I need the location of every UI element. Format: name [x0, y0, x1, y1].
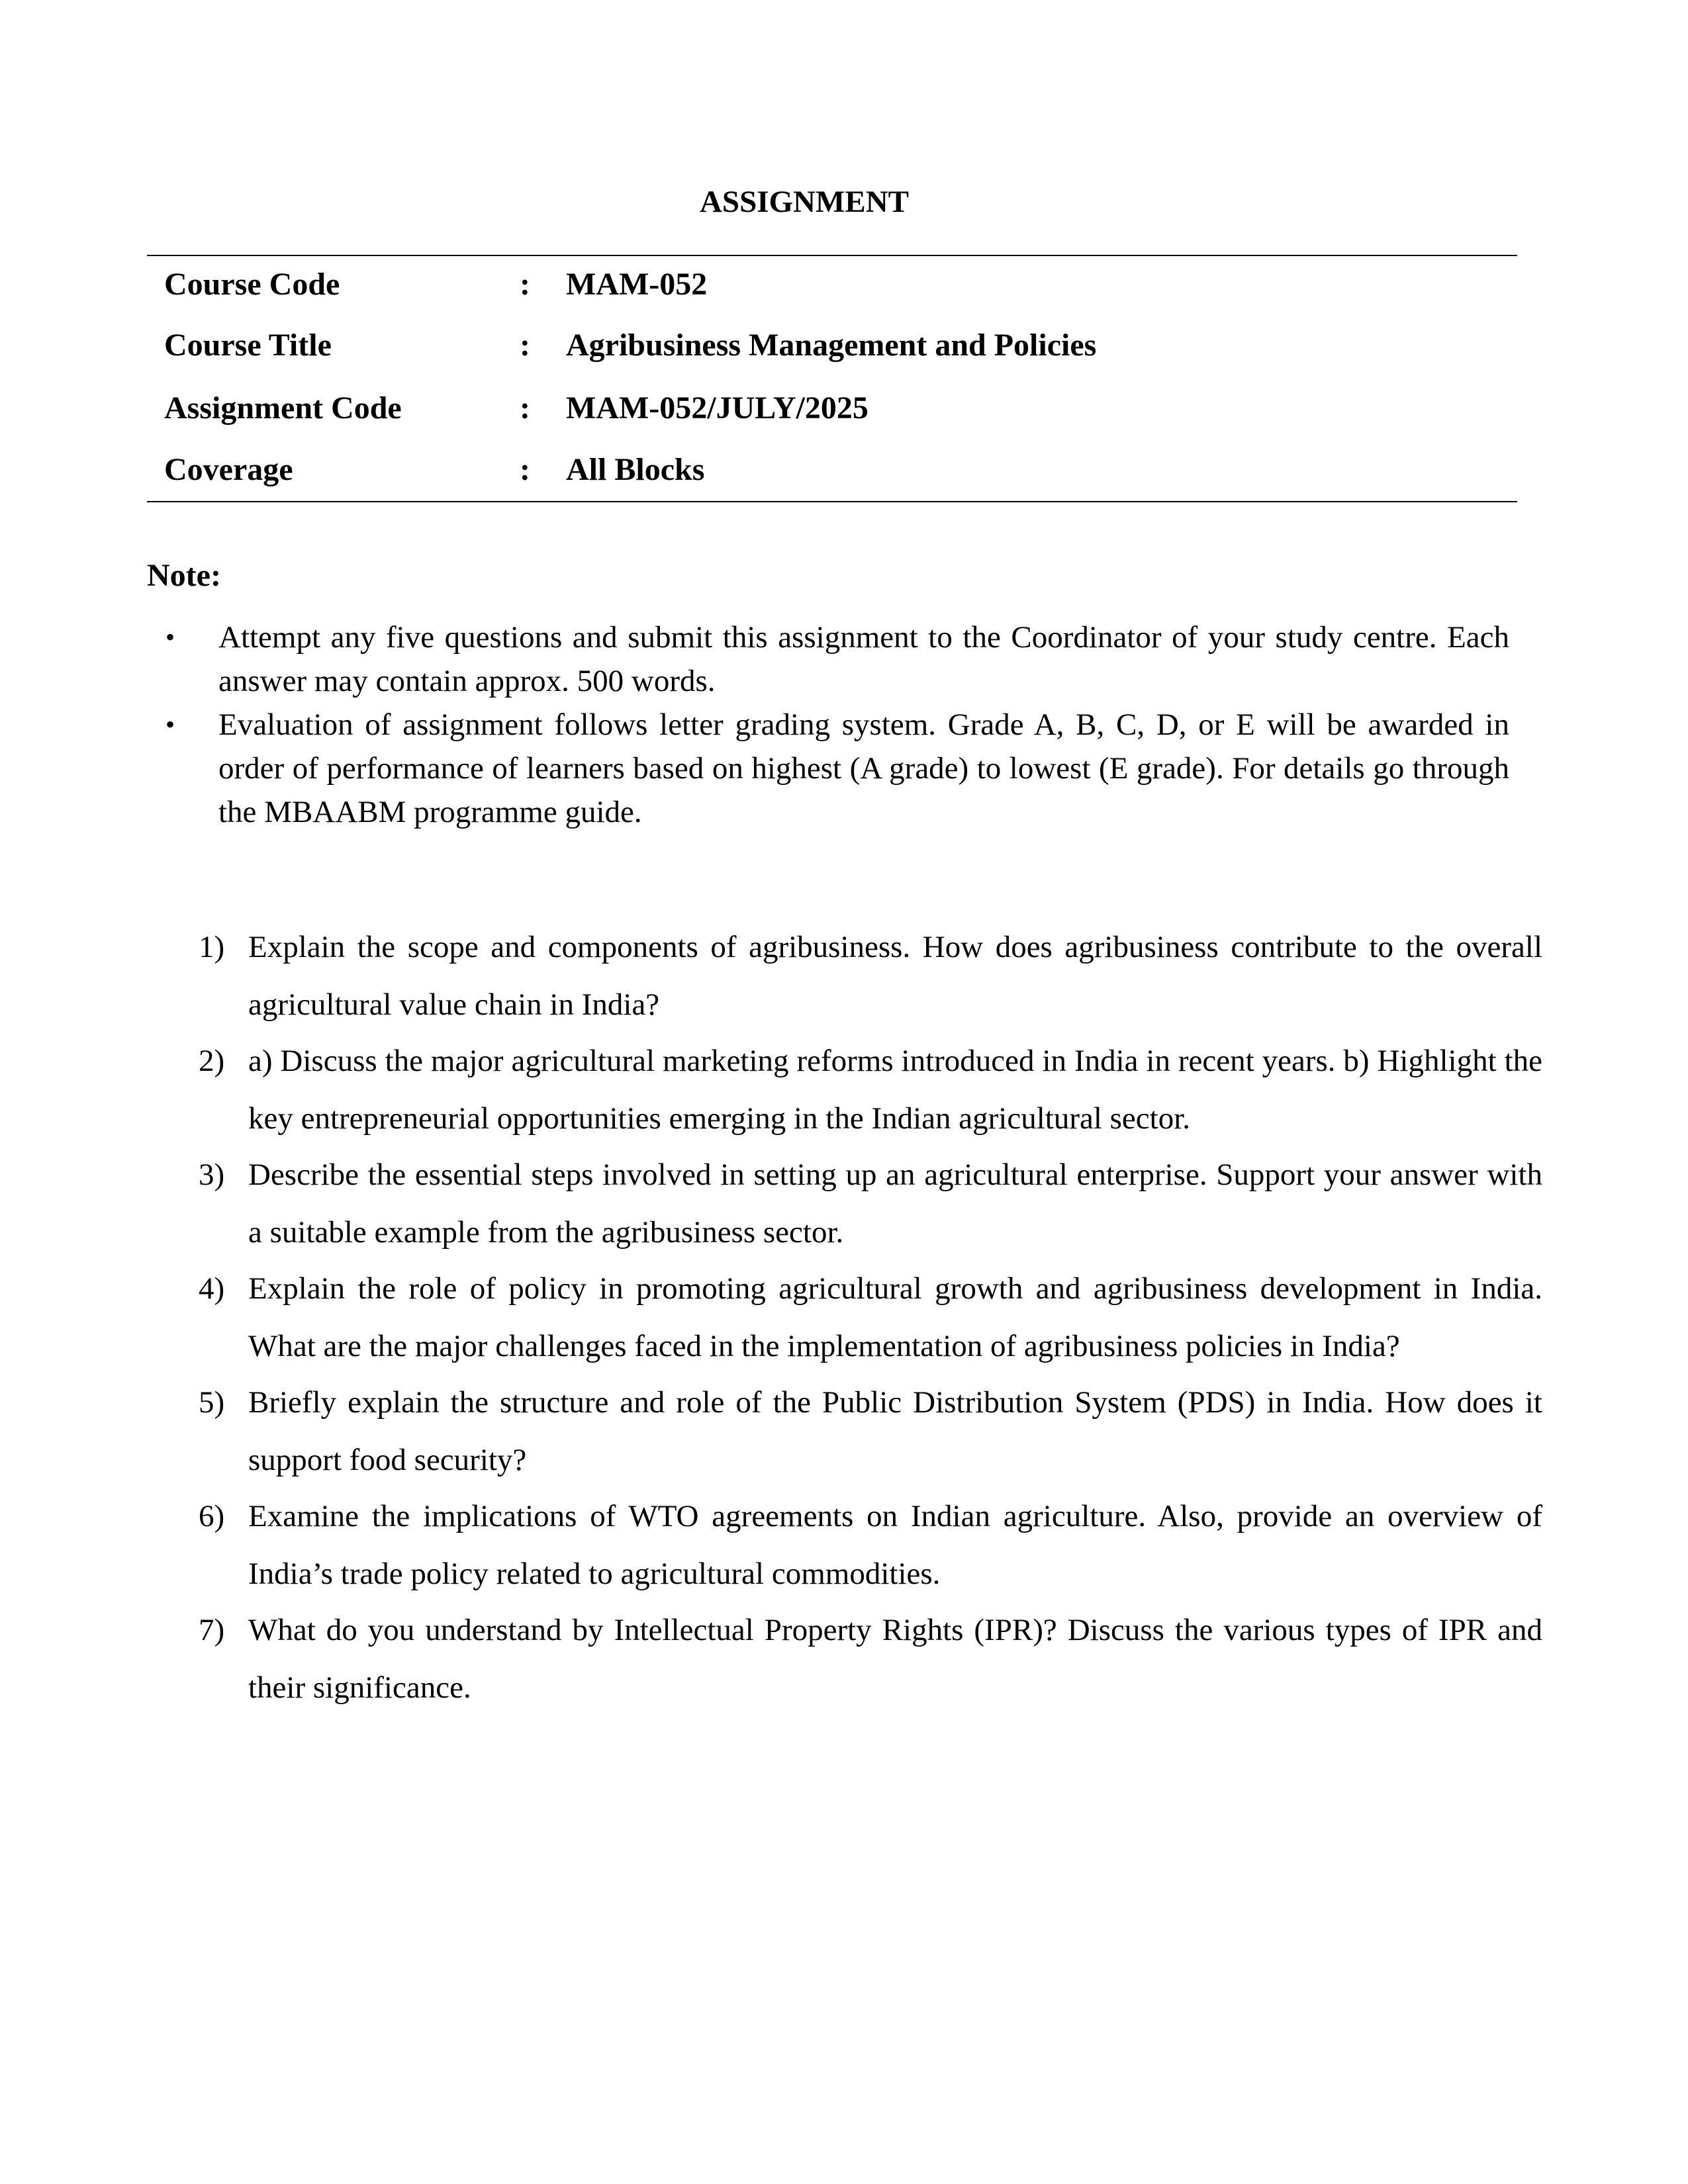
course-title-colon: : [520, 328, 530, 363]
question-text: Examine the implications of WTO agreements on Indian agriculture. Also, provide an overview of India’s trade policy related to agricultural commodities. [248, 1499, 1542, 1591]
question-text: Explain the role of policy in promoting agricultural growth and agribusiness development in India. What are the major challenges faced in the implementation of agribusiness policies in India? [248, 1271, 1542, 1363]
coverage-value: All Blocks [566, 452, 705, 487]
header-top-rule [147, 255, 1517, 256]
bullet-icon: • [165, 622, 175, 652]
question-number: 7) [199, 1613, 225, 1647]
question-text: What do you understand by Intellectual Property Rights (IPR)? Discuss the various types of IPR and their significance. [248, 1613, 1542, 1705]
question-number: 6) [199, 1499, 225, 1533]
header-bottom-rule [147, 501, 1517, 502]
coverage-label: Coverage [164, 452, 293, 487]
course-title-row [0, 326, 1688, 365]
coverage-row [0, 450, 1688, 490]
course-title-label: Course Title [164, 328, 332, 363]
course-code-row [0, 265, 1688, 304]
assignment-code-value: MAM-052/JULY/2025 [566, 390, 868, 426]
question-text: Explain the scope and components of agribusiness. How does agribusiness contribute to the overall agricultural value chain in India? [248, 930, 1542, 1022]
assignment-code-label: Assignment Code [164, 390, 402, 426]
bullet-icon: • [165, 709, 175, 739]
question-number: 4) [199, 1271, 225, 1306]
course-title-value: Agribusiness Management and Policies [566, 328, 1097, 363]
question-number: 3) [199, 1158, 225, 1192]
note-text: Attempt any five questions and submit this assignment to the Coordinator of your study centre. Each answer may contain approx. 500 words. [218, 620, 1509, 698]
assignment-code-colon: : [520, 390, 530, 426]
question-text: a) Discuss the major agricultural marketing reforms introduced in India in recent years. b) Highlight the key entrepreneurial opportunities emerging in the Indian agricultural sector. [248, 1044, 1542, 1136]
note-text: Evaluation of assignment follows letter grading system. Grade A, B, C, D, or E will be awarded in order of performance of learners based on highest (A grade) to lowest (E grade). For details go through the MBAABM programme guide. [218, 707, 1509, 829]
course-code-value: MAM-052 [566, 267, 708, 302]
course-code-colon: : [520, 267, 530, 302]
question-text: Briefly explain the structure and role of the Public Distribution System (PDS) in India. How does it support food security? [248, 1385, 1542, 1477]
assignment-code-row [0, 388, 1688, 428]
page-title: ASSIGNMENT [699, 185, 909, 219]
note-heading: Note: [147, 558, 221, 593]
question-number: 1) [199, 930, 225, 964]
coverage-colon: : [520, 452, 530, 487]
question-number: 5) [199, 1385, 225, 1420]
question-text: Describe the essential steps involved in setting up an agricultural enterprise. Support your answer with a suitable example from the agribusiness sector. [248, 1158, 1542, 1250]
course-code-label: Course Code [164, 267, 340, 302]
question-number: 2) [199, 1044, 225, 1078]
